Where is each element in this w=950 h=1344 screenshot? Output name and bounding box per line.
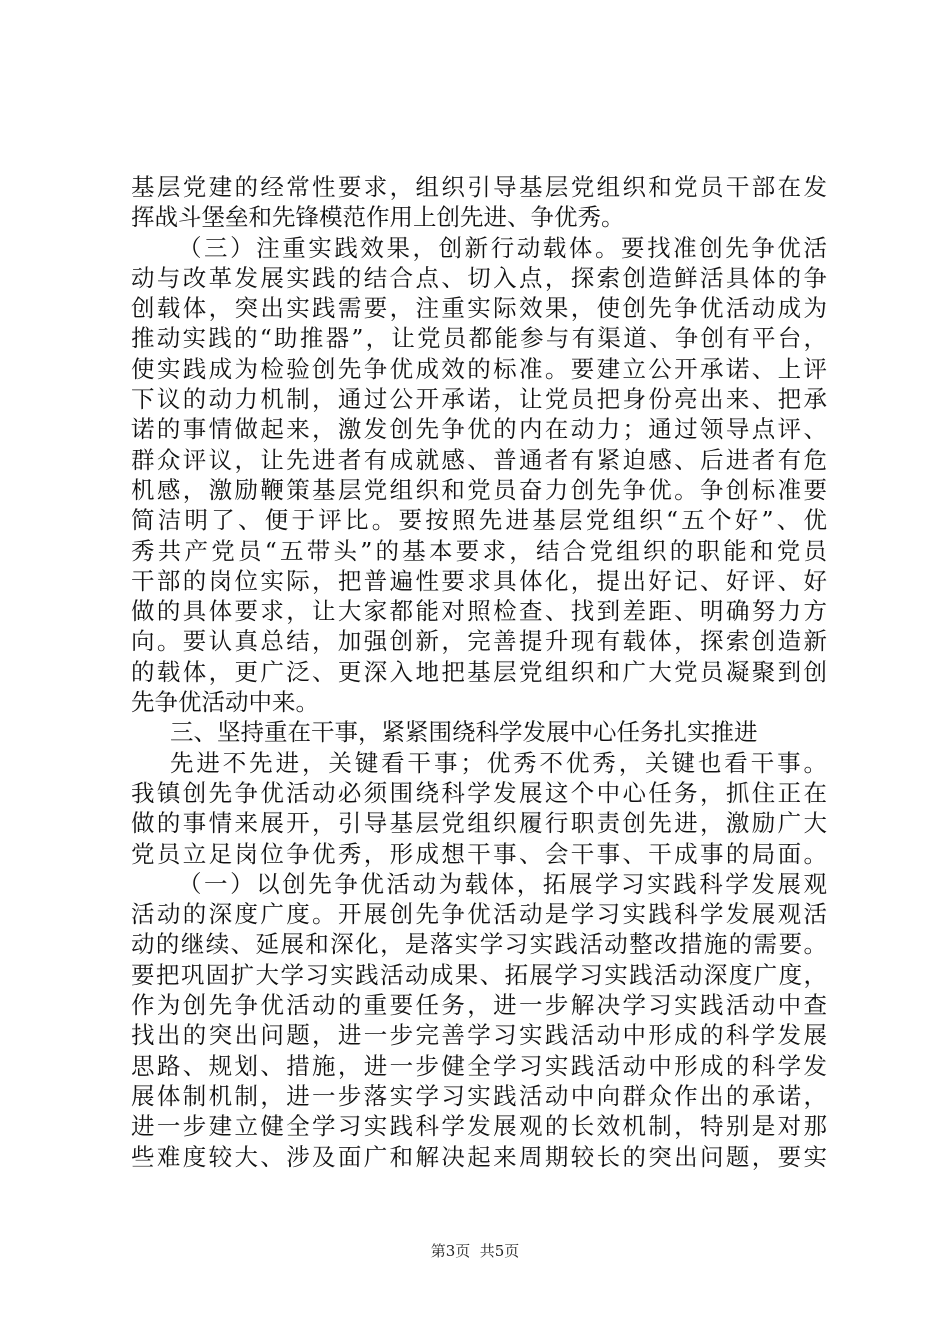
text-line: 先争优活动中来。 bbox=[131, 688, 319, 717]
section-heading-line: （三）注重实践效果，创新行动载体。要找准创先争优活 bbox=[178, 233, 827, 262]
text-line: 思路、规划、措施，进一步健全学习实践活动中形成的科学发 bbox=[131, 1051, 827, 1080]
text-line: 秀共产党员“五带头”的基本要求，结合党组织的职能和党员 bbox=[131, 536, 827, 565]
section-heading: 三、坚持重在干事，紧紧围绕科学发展中心任务扎实推进 bbox=[170, 718, 758, 747]
page-footer bbox=[0, 1240, 950, 1261]
text-line: 机感，激励鞭策基层党组织和党员奋力创先争优。争创标准要 bbox=[131, 475, 827, 504]
text-line: 的载体，更广泛、更深入地把基层党组织和广大党员凝聚到创 bbox=[131, 657, 827, 686]
text-line: 动的继续、延展和深化，是落实学习实践活动整改措施的需要。 bbox=[131, 930, 827, 959]
text-line: 做的具体要求，让大家都能对照检查、找到差距、明确努力方 bbox=[131, 597, 827, 626]
text-line: 作为创先争优活动的重要任务，进一步解决学习实践活动中查 bbox=[131, 991, 827, 1020]
body-text bbox=[131, 172, 827, 1172]
text-line: 活动的深度广度。开展创先争优活动是学习实践科学发展观活 bbox=[131, 900, 827, 929]
text-line: 群众评议，让先进者有成就感、普通者有紧迫感、后进者有危 bbox=[131, 445, 827, 474]
text-line: 做的事情来展开，引导基层党组织履行职责创先进，激励广大 bbox=[131, 809, 827, 838]
text-line: 挥战斗堡垒和先锋模范作用上创先进、争优秀。 bbox=[131, 203, 625, 232]
text-line: 使实践成为检验创先争优成效的标准。要建立公开承诺、上评 bbox=[131, 354, 827, 383]
text-line: 找出的突出问题，进一步完善学习实践活动中形成的科学发展 bbox=[131, 1021, 827, 1050]
text-line: 要把巩固扩大学习实践活动成果、拓展学习实践活动深度广度， bbox=[131, 960, 827, 989]
text-line: 向。要认真总结，加强创新，完善提升现有载体，探索创造新 bbox=[131, 627, 827, 656]
text-line: 展体制机制，进一步落实学习实践活动中向群众作出的承诺， bbox=[131, 1081, 827, 1110]
page-number: 第3页 共5页 bbox=[430, 1242, 520, 1260]
text-line: 动与改革发展实践的结合点、切入点，探索创造鲜活具体的争 bbox=[131, 263, 827, 292]
text-line: 先进不先进，关键看干事；优秀不优秀，关键也看干事。 bbox=[170, 748, 827, 777]
text-line: 简洁明了、便于评比。要按照先进基层党组织“五个好”、优 bbox=[131, 506, 827, 535]
text-line: 进一步建立健全学习实践科学发展观的长效机制，特别是对那 bbox=[131, 1112, 827, 1141]
text-line: 推动实践的“助推器”，让党员都能参与有渠道、争创有平台， bbox=[131, 324, 827, 353]
section-heading-line: （一）以创先争优活动为载体，拓展学习实践科学发展观 bbox=[178, 869, 827, 898]
text-line: 党员立足岗位争优秀，形成想干事、会干事、干成事的局面。 bbox=[131, 839, 827, 868]
text-line: 些难度较大、涉及面广和解决起来周期较长的突出问题，要实 bbox=[131, 1142, 827, 1171]
text-line: 诺的事情做起来，激发创先争优的内在动力；通过领导点评、 bbox=[131, 415, 827, 444]
text-line: 创载体，突出实践需要，注重实际效果，使创先争优活动成为 bbox=[131, 294, 827, 323]
text-line: 下议的动力机制，通过公开承诺，让党员把身份亮出来、把承 bbox=[131, 385, 827, 414]
text-line: 干部的岗位实际，把普遍性要求具体化，提出好记、好评、好 bbox=[131, 566, 827, 595]
text-line: 基层党建的经常性要求，组织引导基层党组织和党员干部在发 bbox=[131, 173, 827, 201]
text-line: 我镇创先争优活动必须围绕科学发展这个中心任务，抓住正在 bbox=[131, 778, 827, 807]
